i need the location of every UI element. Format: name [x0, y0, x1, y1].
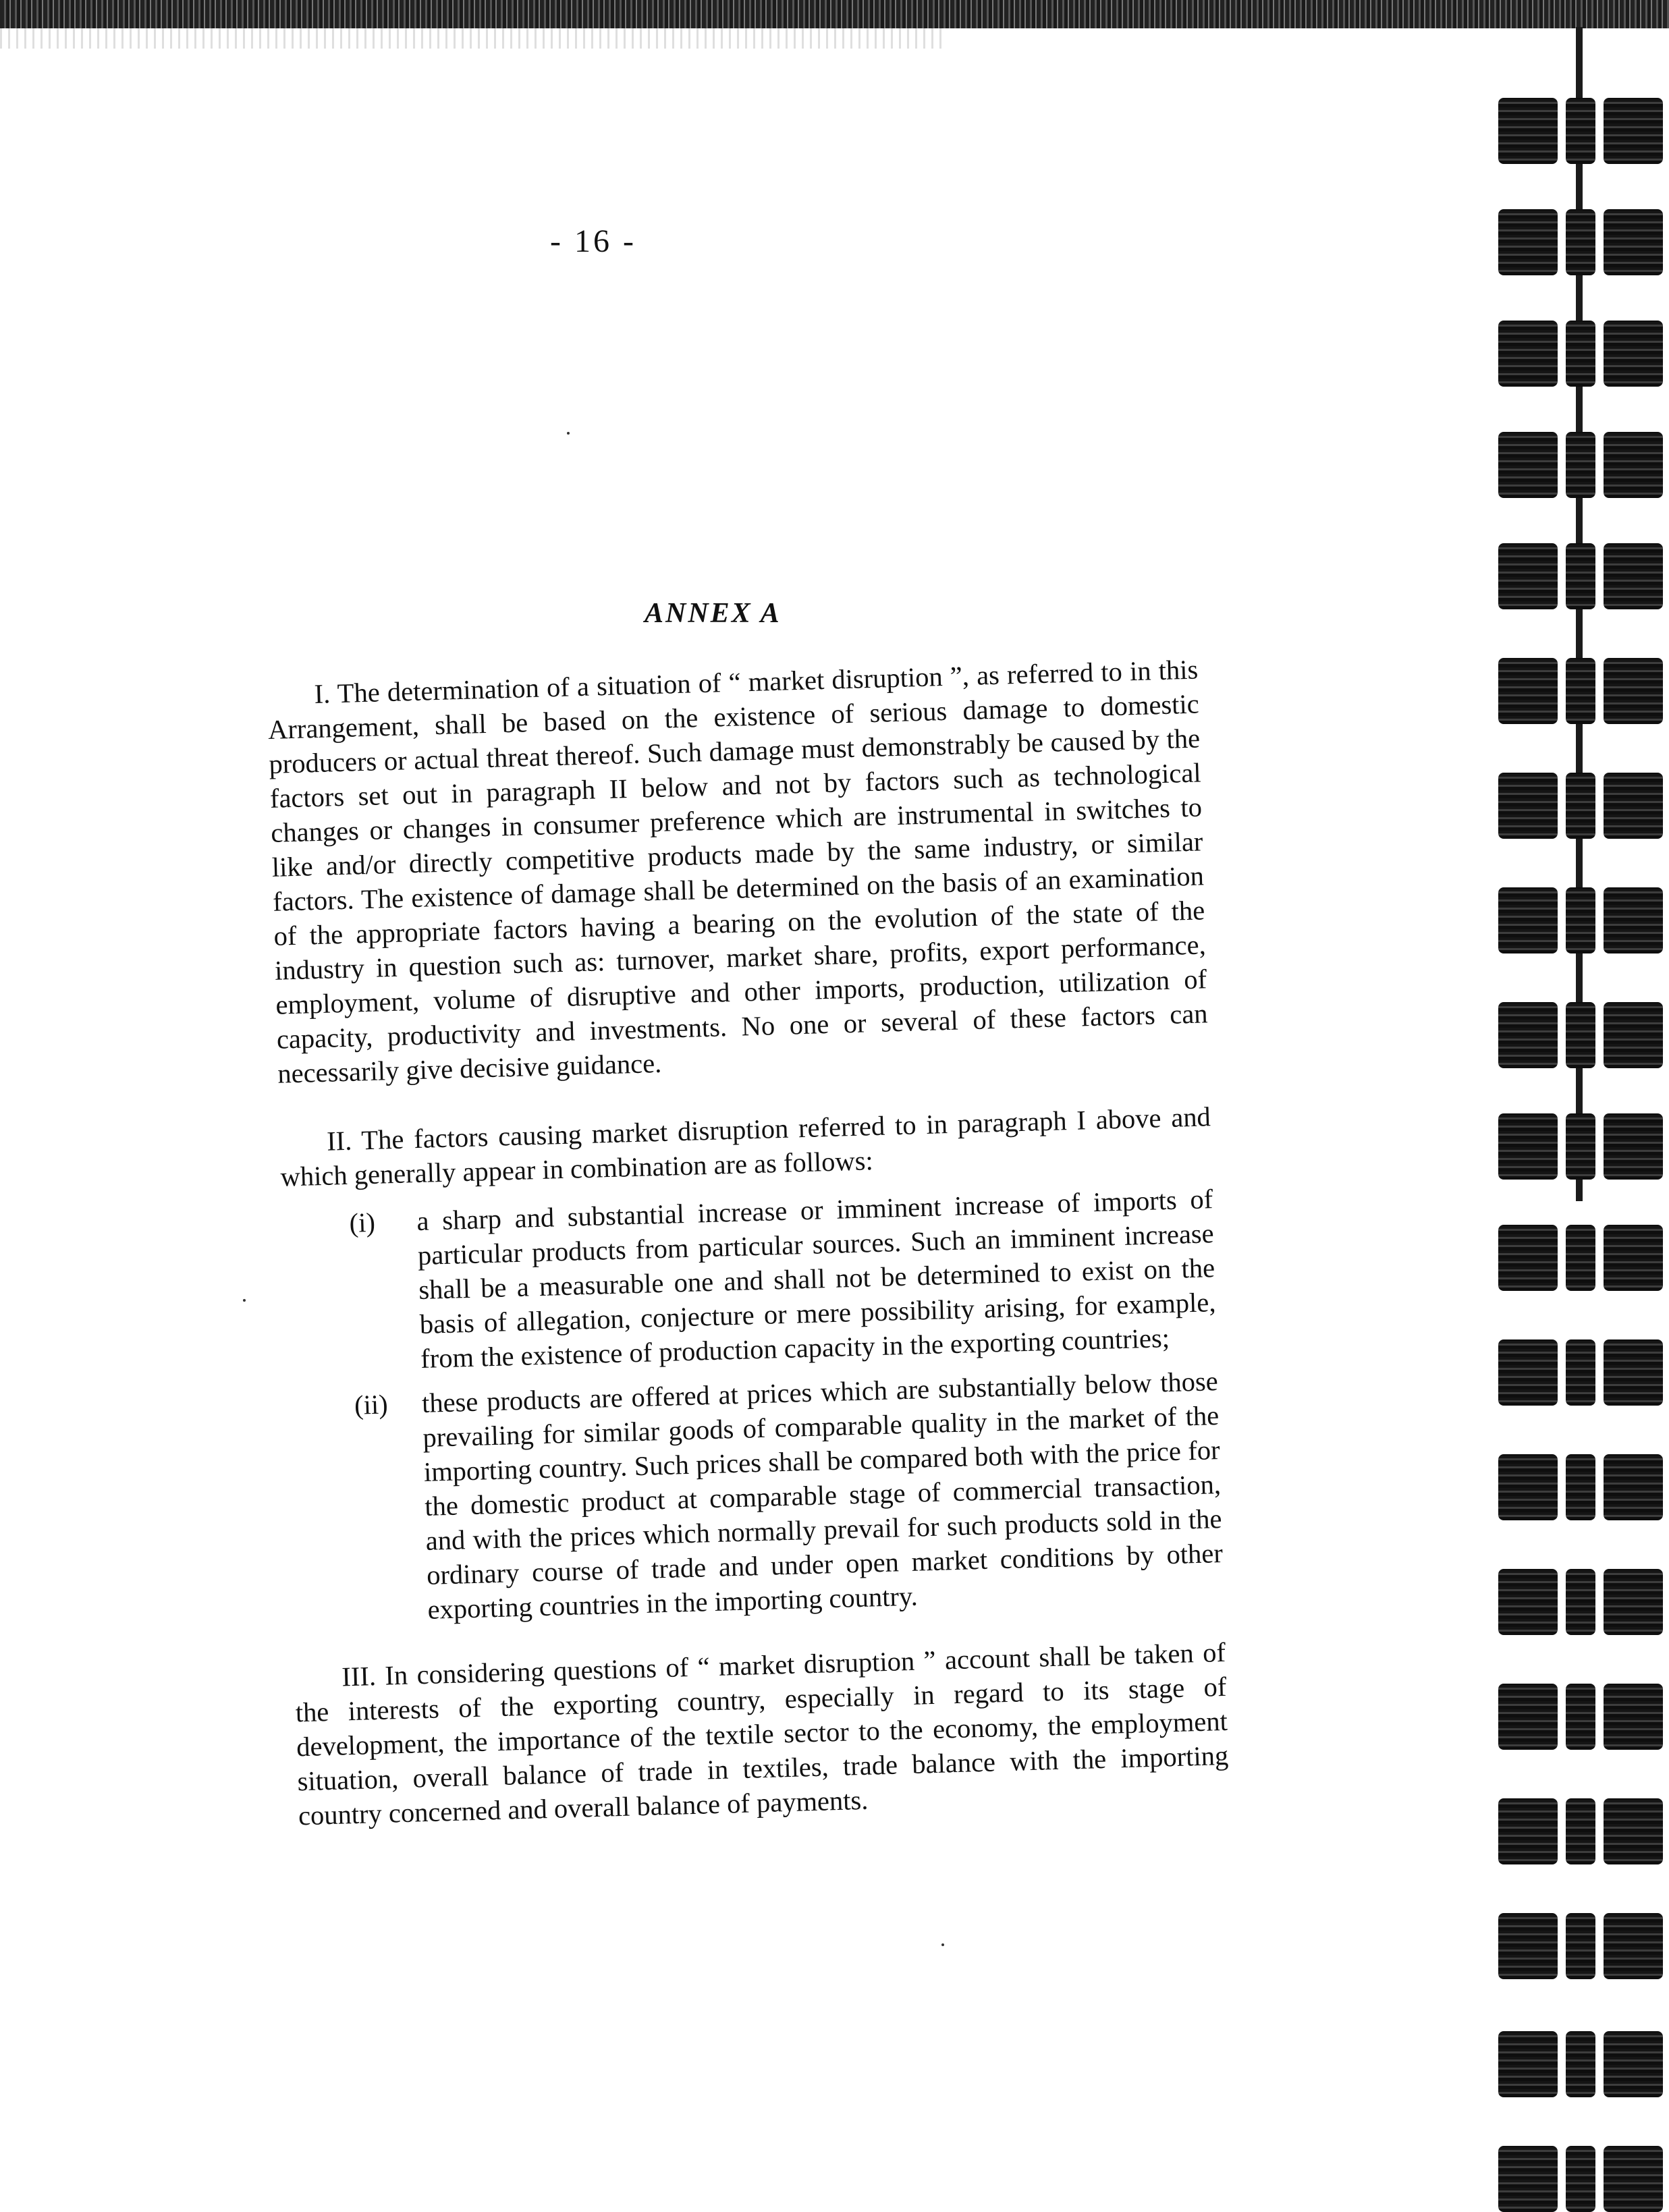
binding-ring: [1498, 2031, 1666, 2097]
list-item-marker: (ii): [354, 1389, 389, 1420]
binding-ring: [1498, 1913, 1666, 1979]
annex-title: ANNEX A: [645, 598, 782, 629]
list-item-marker: (i): [348, 1207, 376, 1238]
binding-ring: [1498, 209, 1666, 275]
page-number: - 16 -: [550, 223, 636, 259]
list-item: [286, 1364, 1224, 1630]
binding-ring: [1498, 1225, 1666, 1291]
binding-ring: [1498, 887, 1666, 953]
factor-list: [281, 1182, 1224, 1630]
binding-ring: [1498, 1798, 1666, 1864]
binding-ring: [1498, 1113, 1666, 1180]
binding-ring: [1498, 1454, 1666, 1520]
binding-ring: [1498, 98, 1666, 164]
document-body: [267, 652, 1231, 1867]
scan-speck: [941, 1943, 944, 1946]
paragraph-i: I. The determination of a situation of “ market disruption ”, as referred to in this Arrangement, shall be based on the existence of serious damage to domestic producers or actual threat thereof. Such damage must demonstrably be caused by the factors set out in paragraph II below and not by factors such as technological changes or changes in consumer preference which are instrumental in switches to like and/or directly competitive products made by the same industry, or similar factors. The existence of damage shall be determined on the basis of an examination of the appropriate factors having a bearing on the evolution of the state of the industry in question such as: turnover, market share, profits, export performance, employment, volume of disruptive and other imports, production, utilization of capacity, productivity and investments. No one or several of these factors can necessarily give decisive guidance.: [267, 654, 1209, 1089]
paragraph-iii: III. In considering questions of “ market disruption ” account shall be taken of the interests of the exporting country, especially in regard to its stage of development, the importance of the textile sector to the economy, the employment situation, overall balance of trade in textiles, trade balance with the importing country concerned and overall balance of payments.: [295, 1636, 1229, 1831]
list-item: [281, 1182, 1217, 1379]
binding-ring: [1498, 2146, 1666, 2212]
binding-ring: [1498, 1684, 1666, 1750]
binding-ring: [1498, 1339, 1666, 1406]
binding-ring: [1498, 543, 1666, 609]
binding-ring: [1498, 773, 1666, 839]
scan-speck: [567, 432, 570, 435]
scan-top-edge: [0, 0, 1669, 28]
scan-top-noise: [0, 28, 945, 49]
binding-ring: [1498, 658, 1666, 724]
binding-ring: [1498, 432, 1666, 498]
paragraph-ii: II. The factors causing market disruption referred to in paragraph I above and which generally appear in combination are as follows:: [280, 1101, 1211, 1192]
list-item-text: a sharp and substantial increase or imminent increase of imports of particular products from particular sources. Such an imminent increase shall be a measurable one and shall not be determined to exist on the basis of allegation, conjecture or mere possibility arising, for example, from the existence of production capacity in the exporting countries;: [416, 1184, 1216, 1375]
binding-ring: [1498, 1002, 1666, 1068]
scan-speck: [243, 1299, 246, 1302]
list-item-text: these products are offered at prices which are substantially below those prevailing for similar goods of comparable quality in the market of the importing country. Such prices shall be compared both with the price for the domestic product at comparable stage of commercial transaction, and with the prices which normally prevail for such products sold in the ordinary course of trade and under open market conditions by other exporting countries in the importing country.: [421, 1366, 1224, 1625]
binding-ring: [1498, 1569, 1666, 1635]
binding-ring: [1498, 321, 1666, 387]
